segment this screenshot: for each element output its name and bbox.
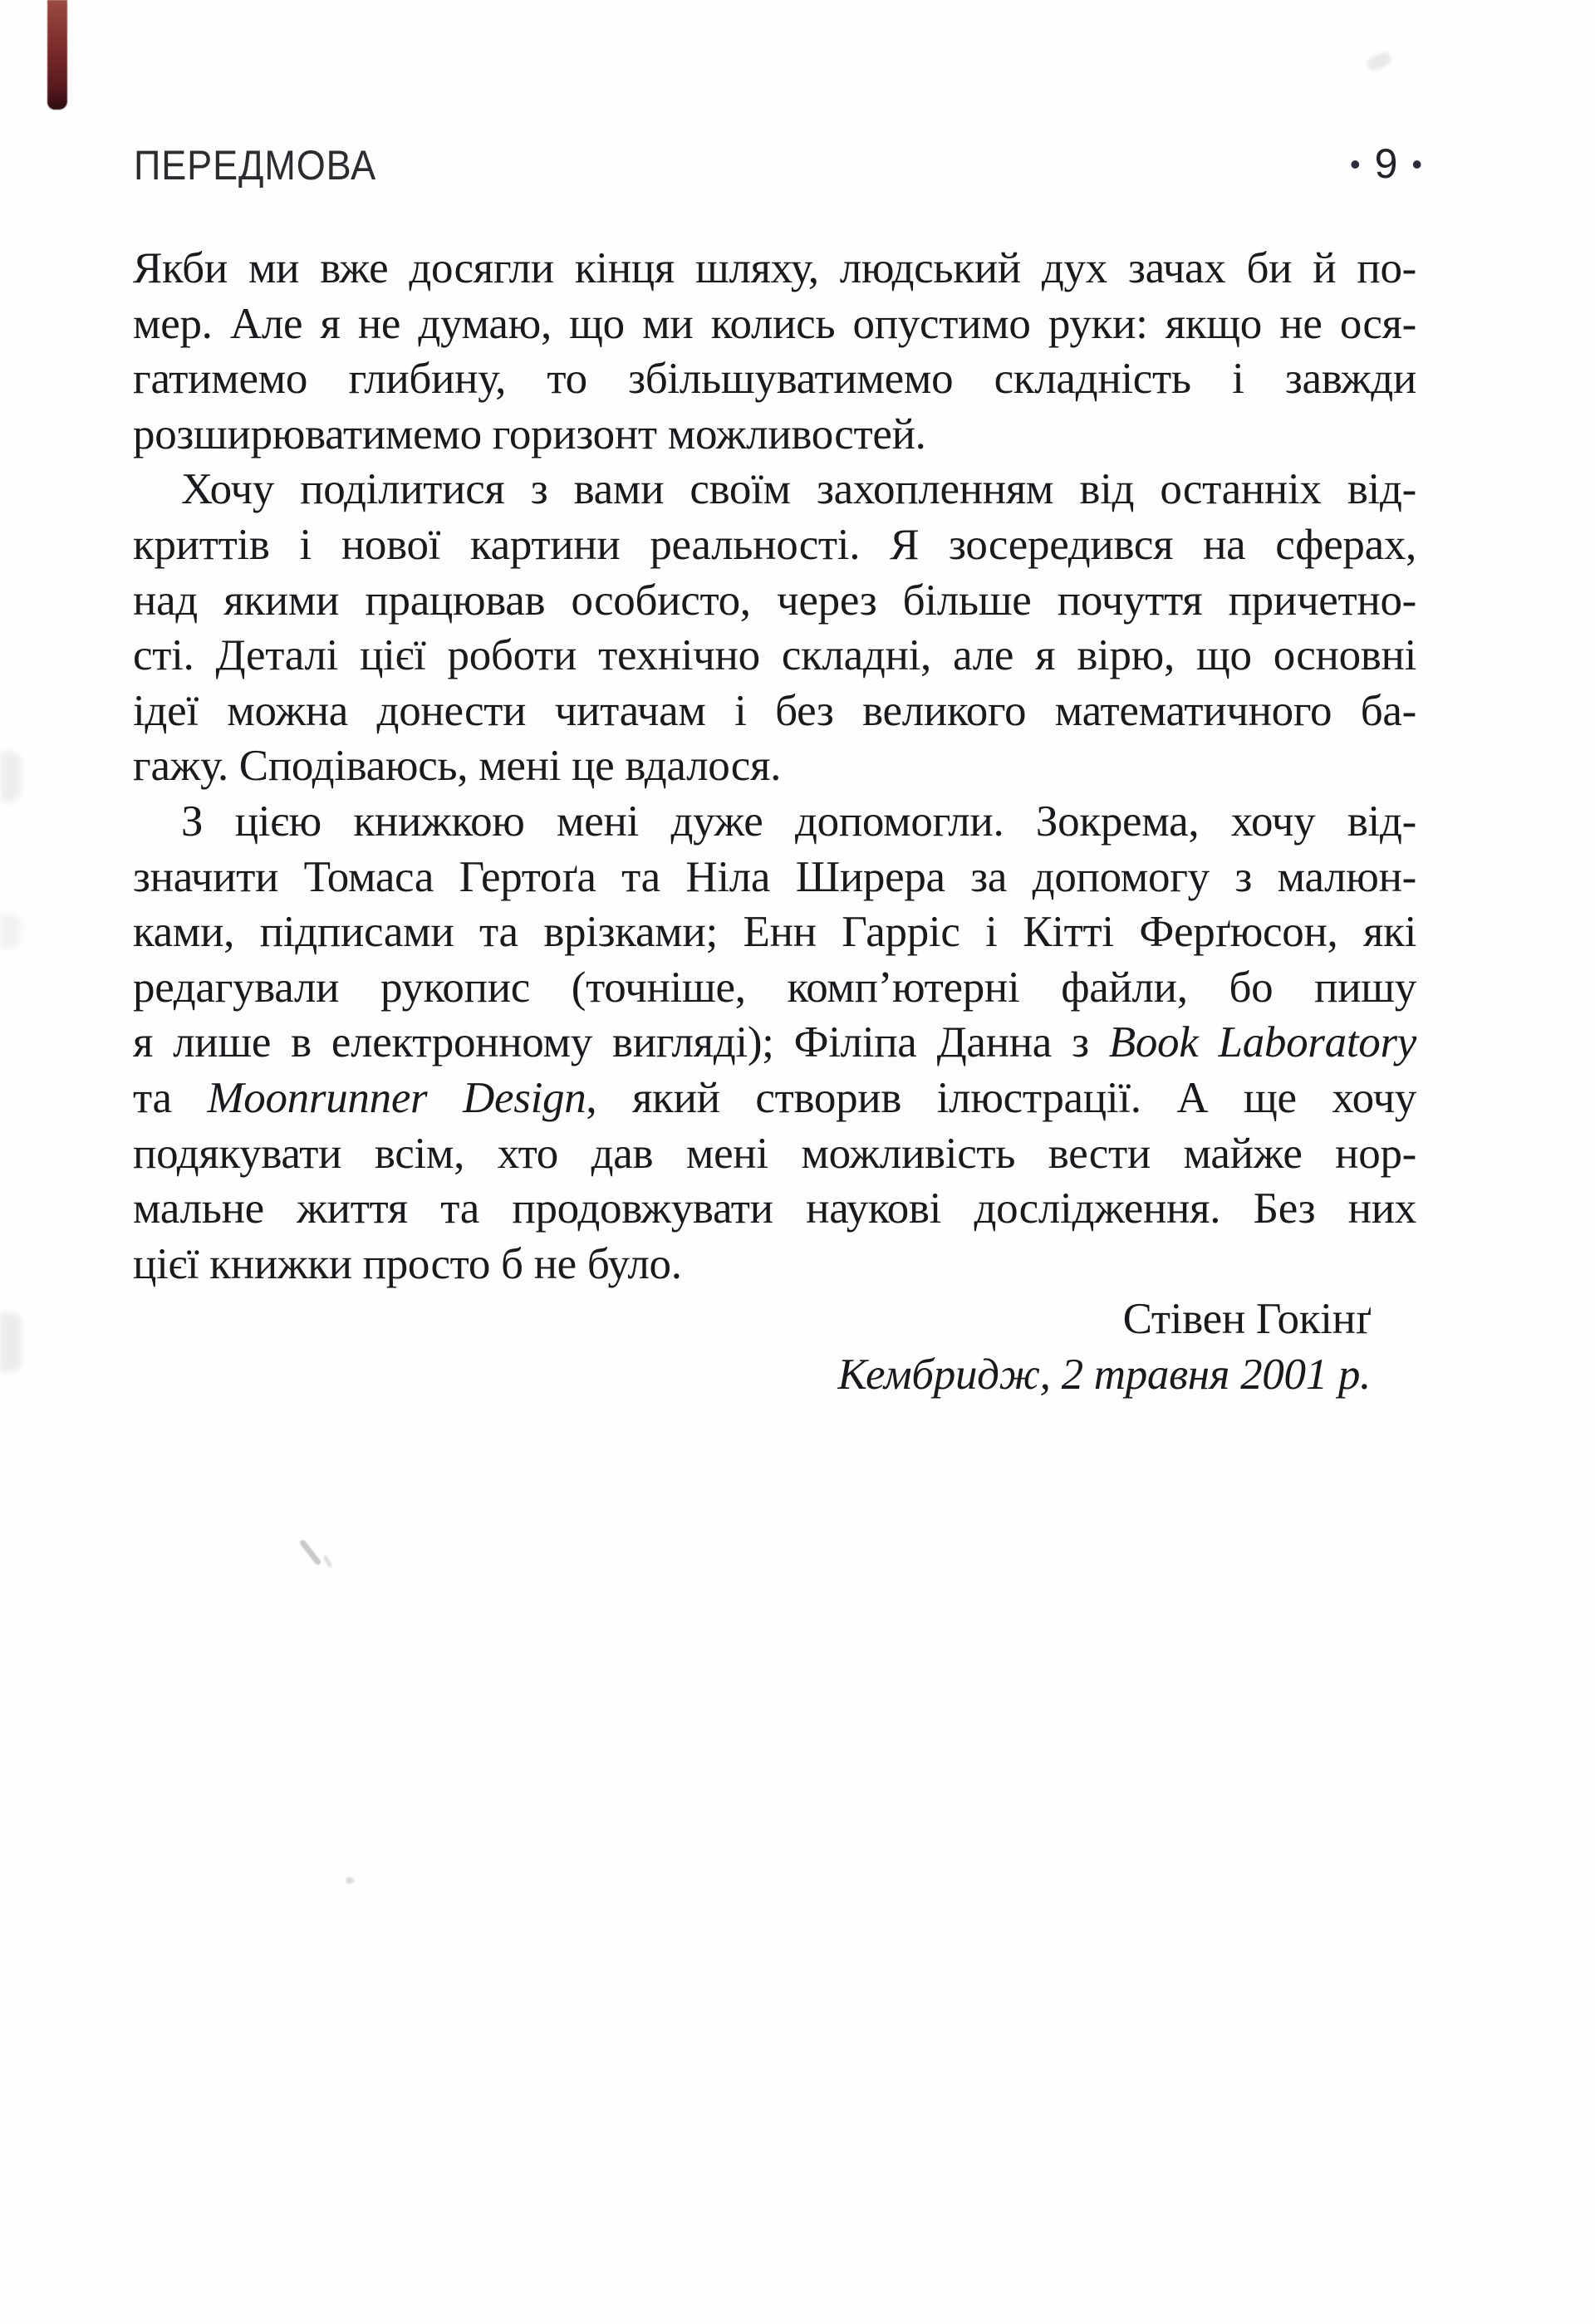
body-line: Хочу поділитися з вами своїм захопленням від останніх від- — [181, 465, 1416, 514]
body-line-segment: я лише в електронному вигляді); Філіпа Данна з — [133, 1018, 1109, 1067]
body-line: гажу. Сподіваюсь, мені це вдалося. — [133, 742, 782, 791]
scan-artifact-speck — [346, 1877, 354, 1884]
body-line: сті. Деталі цієї роботи технічно складні, але я вірю, що основні — [133, 631, 1416, 680]
body-text-column — [133, 241, 1416, 1402]
page-number-right-dot: • — [1411, 147, 1422, 181]
chapter-heading: ПЕРЕДМОВА — [134, 142, 376, 189]
body-line: над якими працював особисто, через більше почуття причетно- — [133, 576, 1416, 625]
place-and-date: Кембридж, 2 травня 2001 р. — [837, 1350, 1371, 1399]
body-line-segment: та — [133, 1073, 208, 1122]
body-line: редагували рукопис (точніше, комп’ютерні файли, бо пишу — [133, 963, 1416, 1012]
page-number-left-dot: • — [1349, 147, 1361, 181]
body-line: розширюватимемо горизонт можливостей. — [133, 409, 926, 458]
body-line: гатимемо глибину, то збільшуватимемо складність і завжди — [133, 355, 1416, 404]
scan-artifact-red-edge-bar — [47, 0, 67, 110]
body-line: значити Томаса Гертоґа та Ніла Ширера за допомогу з малюн- — [133, 852, 1416, 901]
page-number — [1349, 140, 1422, 187]
scan-artifact-pen-mark — [322, 1555, 332, 1568]
body-line: мальне життя та продовжувати наукові дослідження. Без них — [133, 1184, 1416, 1233]
body-line — [133, 1015, 1416, 1071]
scan-artifact-edge-smudge — [0, 752, 22, 802]
scan-artifact-smudge — [1365, 50, 1393, 72]
body-line-segment-italic: Book Laboratory — [1108, 1018, 1416, 1067]
signature-block — [133, 1292, 1416, 1402]
page-number-value: 9 — [1374, 140, 1398, 187]
body-line: криттів і нової картини реальності. Я зосередився на сферах, — [133, 520, 1416, 569]
body-line-segment: , який створив ілюстрації. А ще хочу — [586, 1073, 1417, 1122]
body-line: мер. Але я не думаю, що ми колись опустимо руки: якщо не ося- — [133, 299, 1416, 348]
body-line — [133, 1071, 1416, 1126]
body-line: подякувати всім, хто дав мені можливість вести майже нор- — [133, 1129, 1416, 1178]
scan-artifact-edge-smudge — [0, 914, 22, 949]
scan-artifact-pen-mark — [299, 1539, 322, 1566]
scan-artifact-edge-smudge — [0, 1312, 22, 1372]
body-line-segment-italic: Moonrunner Design — [207, 1073, 586, 1122]
body-line: Якби ми вже досягли кінця шляху, людський дух зачах би й по- — [133, 244, 1416, 292]
body-line: ідеї можна донести читачам і без великого математичного ба- — [133, 686, 1416, 735]
body-line: ками, підписами та врізками; Енн Гарріс і Кітті Ферґюсон, які — [133, 908, 1416, 957]
author-name: Стівен Гокінґ — [1122, 1295, 1371, 1344]
body-line: цієї книжки просто б не було. — [133, 1239, 682, 1288]
body-line: З цією книжкою мені дуже допомогли. Зокрема, хочу від- — [181, 797, 1416, 846]
